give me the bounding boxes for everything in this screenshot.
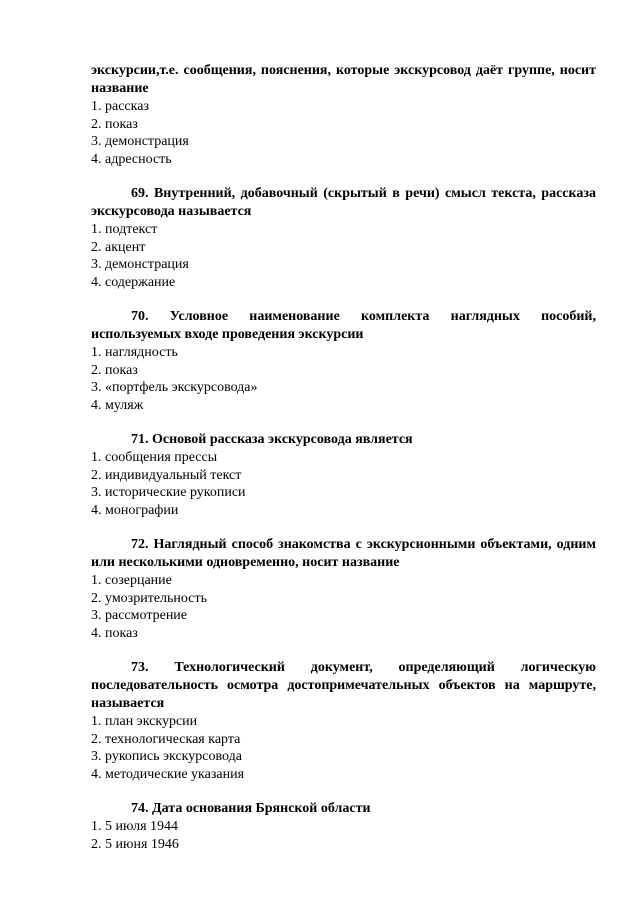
answer-option: 3. исторические рукописи: [91, 485, 246, 500]
question-item: [91, 659, 596, 783]
answer-option: 3. демонстрация: [91, 134, 189, 149]
answer-option: 1. наглядность: [91, 345, 178, 360]
answer-option: 2. умозрительность: [91, 590, 207, 606]
question-title: 69. Внутренний, добавочный (скрытый в речи) смысл текста, рассказа экскурсовода называется: [91, 186, 596, 219]
question-title: 71. Основой рассказа экскурсовода является: [131, 432, 413, 447]
question-item: [91, 536, 596, 642]
answer-option: 4. содержание: [91, 274, 176, 290]
question-list: [91, 62, 596, 870]
answer-option: 2. акцент: [91, 239, 146, 255]
question-item: [91, 800, 596, 853]
question-item: [91, 308, 596, 414]
answer-option: 2. индивидуальный текст: [91, 467, 242, 483]
answer-option: 3. «портфель экскурсовода»: [91, 380, 258, 395]
answer-option: 3. рассмотрение: [91, 608, 188, 623]
answer-option: 4. адресность: [91, 151, 172, 167]
answer-option: 1. подтекст: [91, 222, 158, 237]
answer-list: [91, 344, 596, 414]
question-title: 73. Технологический документ, определяющий логическую последовательность осмотра достопримечательных объектов на маршруте, называется: [91, 660, 596, 711]
question-title: 72. Наглядный способ знакомства с экскурсионными объектами, одним или несколькими одновременно, носит название: [91, 537, 596, 570]
answer-option: 1. план экскурсии: [91, 714, 198, 729]
answer-option: 3. демонстрация: [91, 257, 189, 272]
answer-list: [91, 713, 596, 783]
question-item: [91, 62, 596, 168]
answer-option: 4. муляж: [91, 397, 144, 413]
answer-option: 1. 5 июля 1944: [91, 819, 179, 834]
answer-list: [91, 221, 596, 291]
answer-option: 2. показ: [91, 362, 138, 378]
answer-option: 1. рассказ: [91, 99, 149, 114]
question-item: [91, 185, 596, 291]
answer-list: [91, 449, 596, 519]
question-title: экскурсии,т.е. сообщения, пояснения, которые экскурсовод даёт группе, носит название: [91, 63, 596, 96]
answer-list: [91, 98, 596, 168]
answer-option: 1. созерцание: [91, 573, 172, 588]
answer-option: 3. рукопись экскурсовода: [91, 749, 242, 764]
answer-list: [91, 572, 596, 642]
answer-list: [91, 818, 596, 853]
question-title: 70. Условное наименование комплекта наглядных пособий, используемых входе проведения экскурсии: [91, 309, 596, 342]
answer-option: 1. сообщения прессы: [91, 450, 218, 465]
answer-option: 4. показ: [91, 625, 138, 641]
question-item: [91, 431, 596, 519]
answer-option: 4. методические указания: [91, 766, 245, 782]
answer-option: 4. монографии: [91, 502, 179, 518]
answer-option: 2. показ: [91, 116, 138, 132]
question-title: 74. Дата основания Брянской области: [131, 801, 371, 816]
answer-option: 2. 5 июня 1946: [91, 836, 179, 852]
answer-option: 2. технологическая карта: [91, 731, 241, 747]
